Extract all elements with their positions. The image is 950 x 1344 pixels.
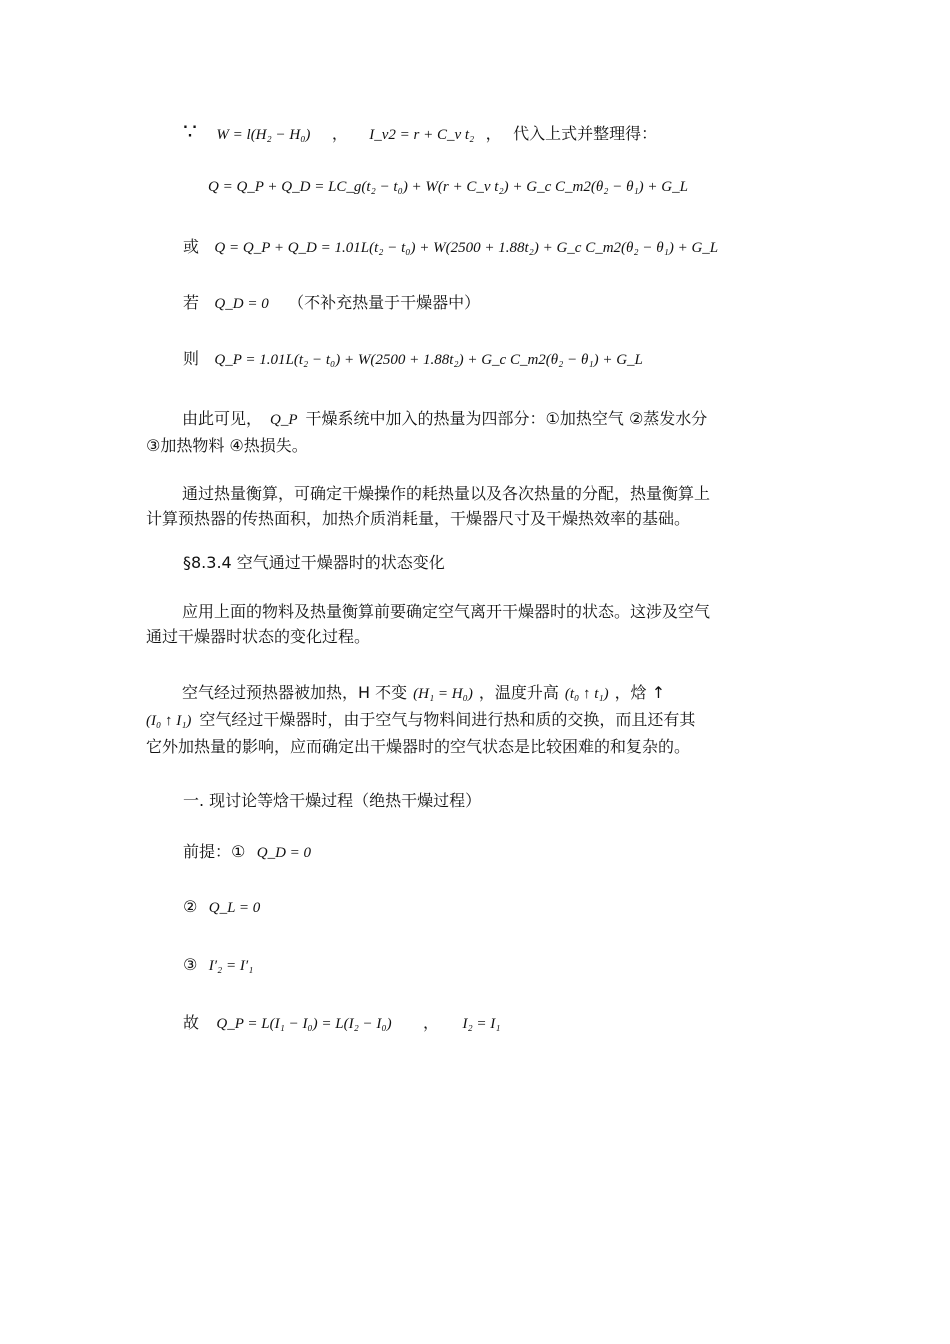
premise-item-2 <box>183 896 260 919</box>
separator: ， <box>423 1013 440 1032</box>
paragraph-heat-parts <box>146 406 808 458</box>
equation-line-4 <box>183 292 480 315</box>
equation-qp-result: Q_P = L(I₁ − I₀) = L(I₂ − I₀) <box>216 1016 392 1032</box>
equation-line-1 <box>183 122 657 146</box>
premise-lead: 前提：① <box>183 842 246 861</box>
lead-word: 则 <box>183 349 200 368</box>
conclusion-line <box>183 1012 501 1035</box>
equation-iv2: I_v2 = r + C_v t₂ <box>369 127 475 143</box>
equation-i2-i1-prime: I′₂ = I′₁ <box>208 958 254 974</box>
para-text: 由此可见， <box>182 409 263 428</box>
equation-w: W = l(H₂ − H₀) <box>216 127 311 143</box>
para-text: 空气经过干燥器时，由于空气与物料间进行热和质的交换，而且还有其 <box>199 710 696 729</box>
premise-item-3 <box>183 954 253 977</box>
equation-qp: Q_P = 1.01L(t₂ − t₀) + W(2500 + 1.88t₂) + G_c C_m2(θ₂ − θ₁) + G_L <box>214 352 643 368</box>
lead-word: 若 <box>183 293 200 312</box>
para-text: 干燥系统中加入的热量为四部分：①加热空气 ②蒸发水分 <box>305 409 708 428</box>
equation-qd-zero: Q_D = 0 <box>256 845 312 861</box>
separator: ， <box>485 124 502 143</box>
paragraph-heat-balance <box>146 481 808 531</box>
para-text: ③加热物料 ④热损失。 <box>146 436 308 455</box>
para-text: ，焓 ↑ <box>614 683 666 702</box>
equation-h1-h0: (H₁ = H₀) <box>413 686 473 702</box>
para-text: 空气经过预热器被加热，H 不变 <box>182 683 408 702</box>
para-text: 它外加热量的影响，应而确定出干燥器时的空气状态是比较困难的和复杂的。 <box>146 737 691 756</box>
line-text: 代入上式并整理得： <box>513 124 658 143</box>
lead-word: 或 <box>183 237 200 256</box>
equation-ql-zero: Q_L = 0 <box>208 900 261 916</box>
section-heading: §8.3.4 空气通过干燥器时的状态变化 <box>183 553 445 572</box>
item-lead: ③ <box>183 955 198 974</box>
paragraph-preheater <box>146 680 808 759</box>
equation-line-2: Q = Q_P + Q_D = LC_g(t₂ − t₀) + W(r + C_v t₂) + G_c C_m2(θ₂ − θ₁) + G_L <box>208 179 688 195</box>
separator: ， <box>331 124 348 143</box>
note-text: （不补充热量于干燥器中） <box>288 293 481 312</box>
equation-qd: Q_D = 0 <box>214 296 269 312</box>
equation-total-heat: Q = Q_P + Q_D = 1.01L(t₂ − t₀) + W(2500 + 1.88t₂) + G_c C_m2(θ₂ − θ₁) + G_L <box>214 240 719 256</box>
premise-line <box>183 841 311 864</box>
para-text: 应用上面的物料及热量衡算前要确定空气离开干燥器时的状态。这涉及空气 <box>182 602 711 621</box>
equation-i0-i1: (I₀ ↑ I₁) <box>146 713 192 729</box>
para-text: 通过干燥器时状态的变化过程。 <box>146 627 371 646</box>
paragraph-state-change <box>146 599 808 649</box>
equation-t0-t1: (t₀ ↑ t₁) <box>564 686 609 702</box>
equation-line-5 <box>183 348 643 371</box>
item-lead: ② <box>183 897 198 916</box>
para-text: ，温度升高 <box>478 683 559 702</box>
because-symbol: ∵ <box>183 120 197 145</box>
para-text: 计算预热器的传热面积，加热介质消耗量，干燥器尺寸及干燥热效率的基础。 <box>146 509 691 528</box>
equation-i2-i1: I₂ = I₁ <box>462 1016 501 1032</box>
para-text: 通过热量衡算，可确定干燥操作的耗热量以及各次热量的分配，热量衡算上 <box>182 484 711 503</box>
symbol-qp: Q_P <box>270 412 298 428</box>
conclusion-lead: 故 <box>183 1013 200 1032</box>
equation-line-3 <box>183 236 718 259</box>
subheading-isenthalpic: 一. 现讨论等焓干燥过程（绝热干燥过程） <box>183 791 482 810</box>
